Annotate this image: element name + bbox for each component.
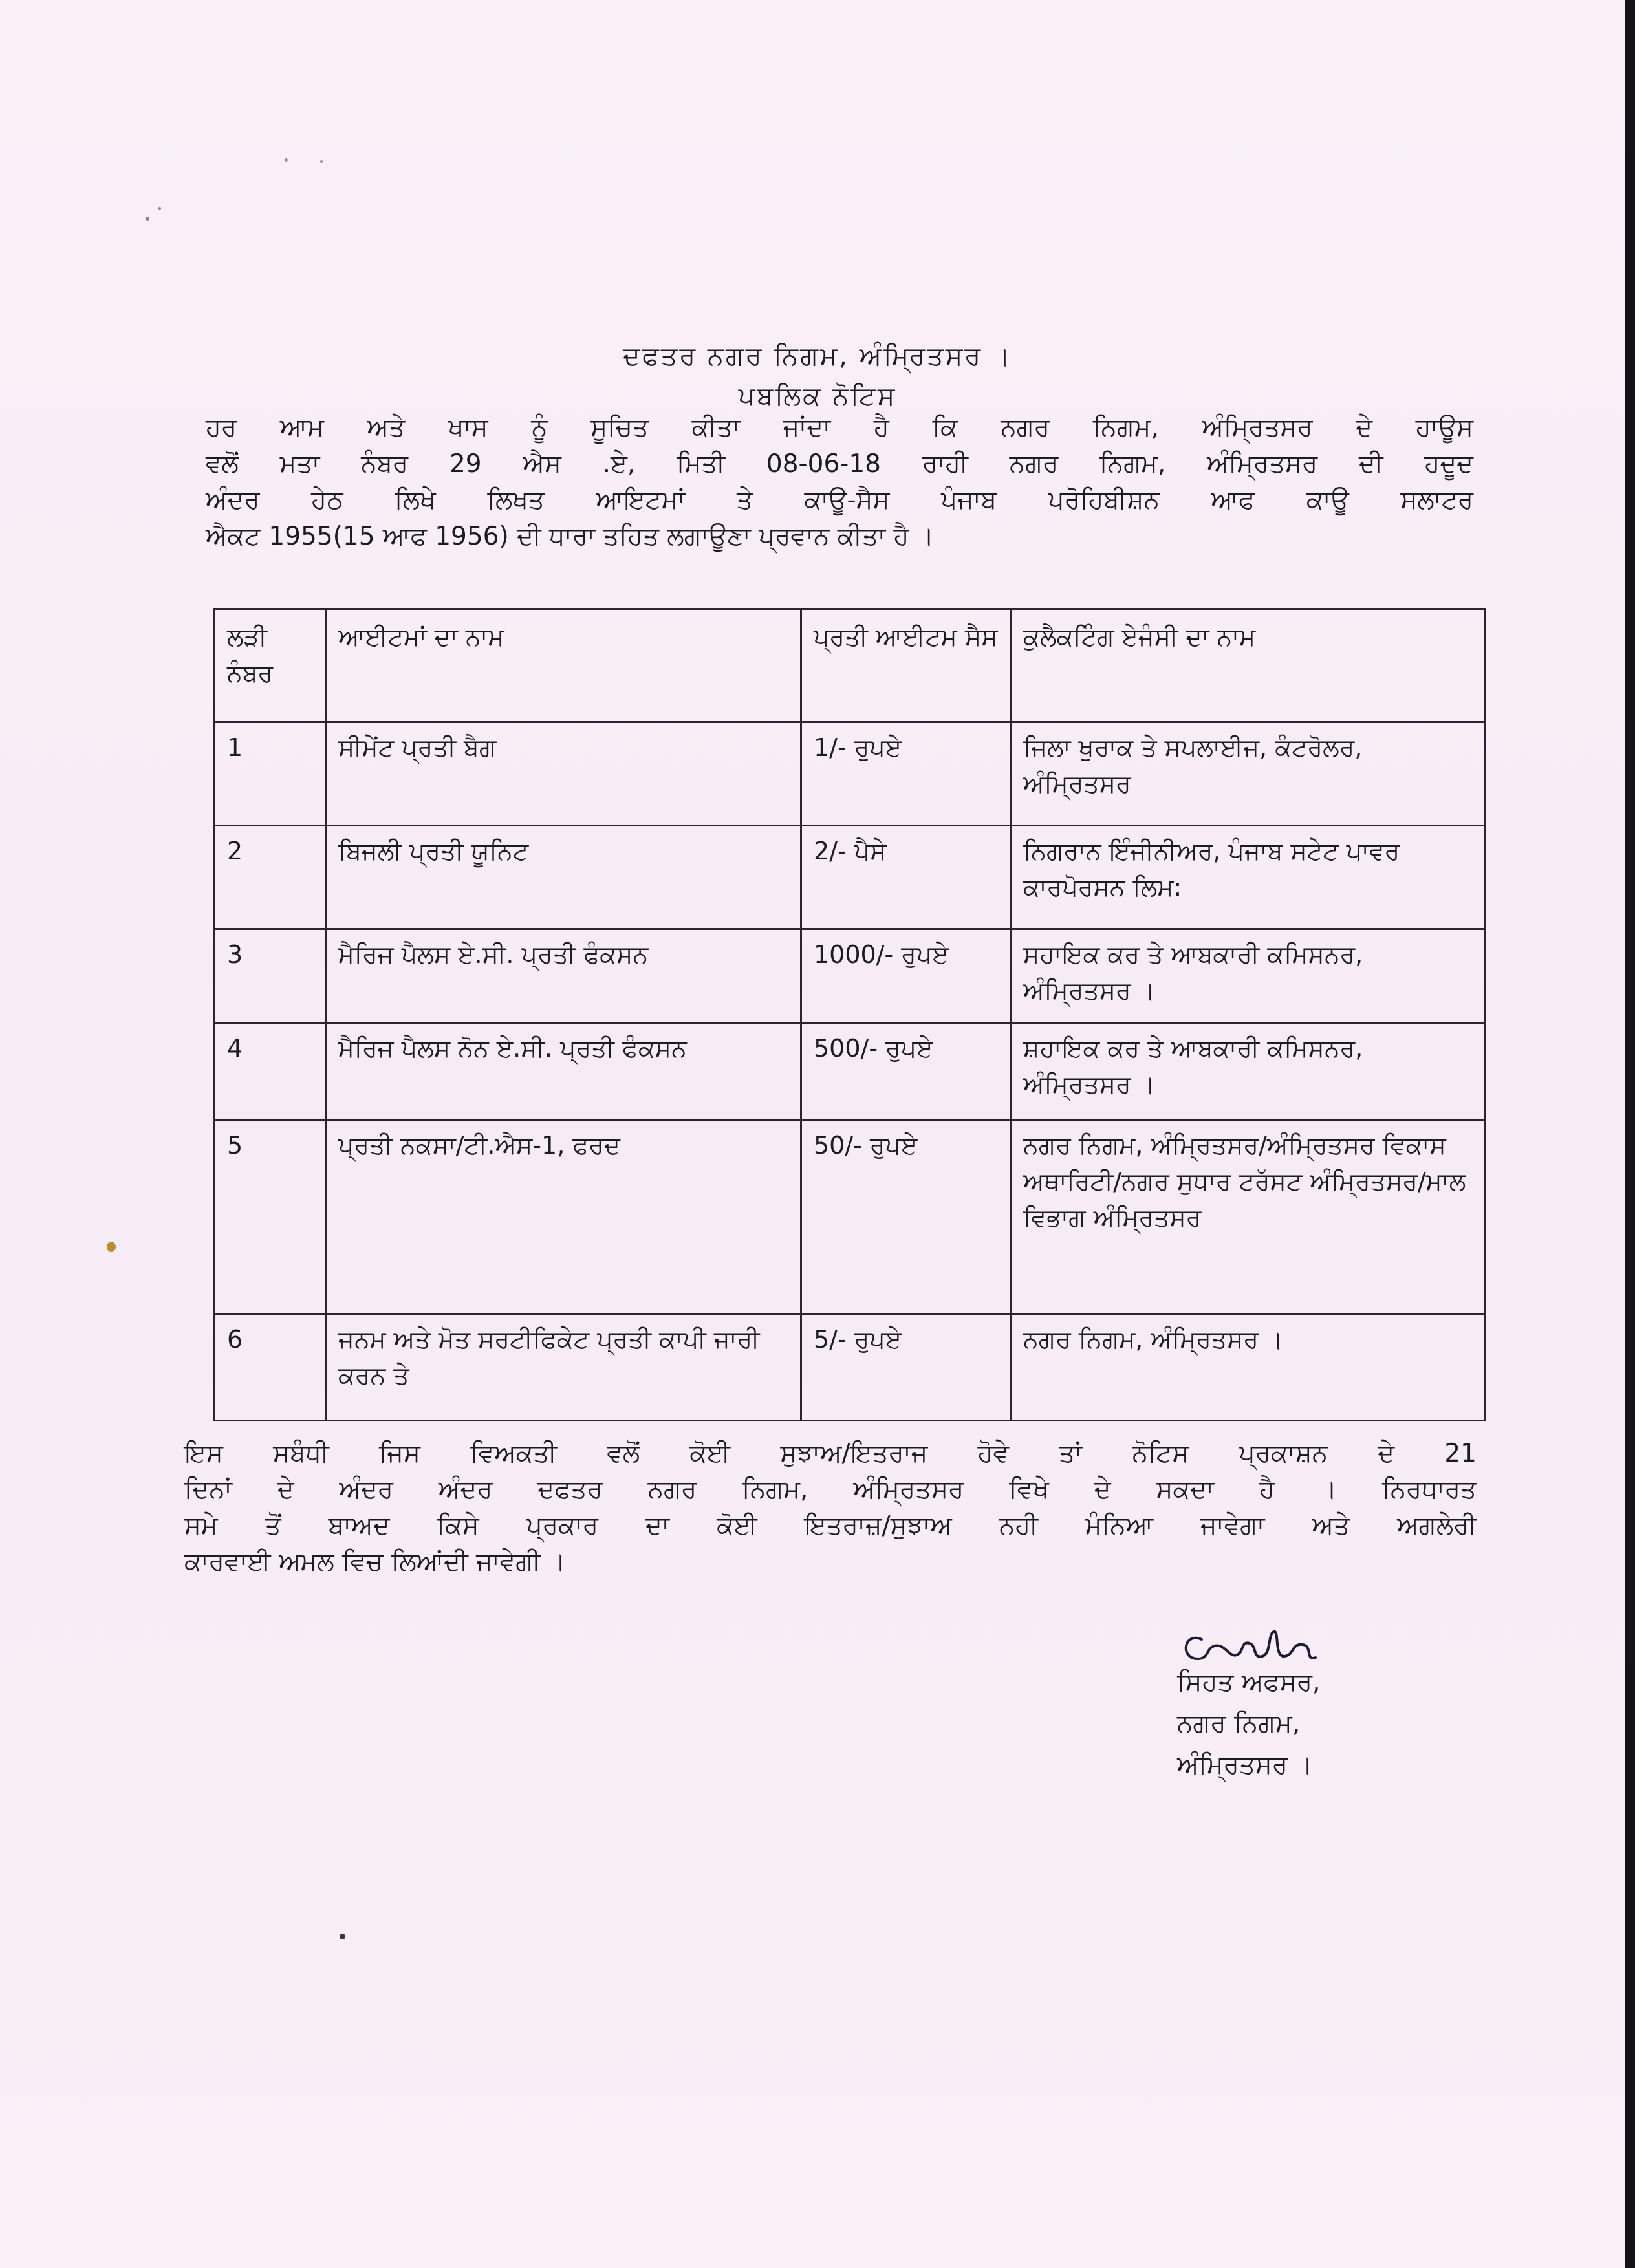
intro-line: ਐਕਟ 1955(15 ਆਫ 1956) ਦੀ ਧਾਰਾ ਤਹਿਤ ਲਗਾਊਣਾ ਪ੍ਰਵਾਨ ਕੀਤਾ ਹੈ । bbox=[206, 522, 935, 551]
scan-speck bbox=[146, 217, 149, 221]
cell-cess: 50/- ਰੁਪਏ bbox=[801, 1120, 1011, 1314]
cess-table bbox=[213, 608, 1486, 1421]
header-cess: ਪ੍ਰਤੀ ਆਈਟਮ ਸੈਸ bbox=[801, 609, 1011, 722]
cell-item: ਜਨਮ ਅਤੇ ਮੋਤ ਸਰਟੀਫਿਕੇਟ ਪ੍ਰਤੀ ਕਾਪੀ ਜਾਰੀ ਕਰਨ ਤੇ bbox=[326, 1314, 801, 1421]
closing-paragraph bbox=[184, 1436, 1477, 1581]
table-row bbox=[215, 929, 1486, 1023]
cell-serial: 3 bbox=[215, 929, 326, 1023]
table-row bbox=[215, 722, 1486, 826]
table-row bbox=[215, 1023, 1486, 1120]
signatory-designation: ਸਿਹਤ ਅਫਸਰ, bbox=[1177, 1668, 1321, 1697]
intro-line: ਵਲੋਂ ਮਤਾ ਨੰਬਰ 29 ਐਸ .ਏ, ਮਿਤੀ 08-06-18 ਰਾਹੀ ਨਗਰ ਨਿਗਮ, ਅੰਮ੍ਰਿਤਸਰ ਦੀ ਹਦੂਦ bbox=[206, 449, 1473, 479]
notice-title: ਪਬਲਿਕ ਨੋਟਿਸ bbox=[738, 382, 897, 411]
scan-speck bbox=[320, 160, 323, 163]
table-header-row bbox=[215, 609, 1486, 722]
intro-line: ਹਰ ਆਮ ਅਤੇ ਖਾਸ ਨੂੰ ਸੂਚਿਤ ਕੀਤਾ ਜਾਂਦਾ ਹੈ ਕਿ ਨਗਰ ਨਿਗਮ, ਅੰਮ੍ਰਿਤਸਰ ਦੇ ਹਾਊਸ bbox=[206, 413, 1473, 442]
intro-line: ਅੰਦਰ ਹੇਠ ਲਿਖੇ ਲਿਖਤ ਆਇਟਮਾਂ ਤੇ ਕਾਊ-ਸੈਸ ਪੰਜਾਬ ਪਰੋਹਿਬੀਸ਼ਨ ਆਫ ਕਾਊ ਸਲਾਟਰ bbox=[206, 486, 1473, 515]
cell-cess: 500/- ਰੁਪਏ bbox=[801, 1023, 1011, 1120]
header-item: ਆਈਟਮਾਂ ਦਾ ਨਾਮ bbox=[326, 609, 801, 722]
table-row bbox=[215, 1120, 1486, 1314]
cell-item: ਮੈਰਿਜ ਪੈਲਸ ਨੋਨ ਏ.ਸੀ. ਪ੍ਰਤੀ ਫੰਕਸਨ bbox=[326, 1023, 801, 1120]
cell-cess: 2/- ਪੈਸੇ bbox=[801, 826, 1011, 929]
cell-agency: ਸ਼ਹਾਇਕ ਕਰ ਤੇ ਆਬਕਾਰੀ ਕਮਿਸਨਰ, ਅੰਮ੍ਰਿਤਸਰ । bbox=[1011, 1023, 1486, 1120]
cell-agency: ਜਿਲਾ ਖੁਰਾਕ ਤੇ ਸਪਲਾਈਜ, ਕੰਟਰੋਲਰ, ਅੰਮ੍ਰਿਤਸਰ bbox=[1011, 722, 1486, 826]
signature-block bbox=[1177, 1662, 1320, 1786]
closing-line: ਦਿਨਾਂ ਦੇ ਅੰਦਰ ਅੰਦਰ ਦਫਤਰ ਨਗਰ ਨਿਗਮ, ਅੰਮ੍ਰਿਤਸਰ ਵਿਖੇ ਦੇ ਸਕਦਾ ਹੈ । ਨਿਰਧਾਰਤ bbox=[184, 1475, 1477, 1504]
signatory-city: ਅੰਮ੍ਰਿਤਸਰ । bbox=[1177, 1751, 1313, 1780]
header-agency: ਕੁਲੈਕਟਿੰਗ ਏਜੰਸੀ ਦਾ ਨਾਮ bbox=[1011, 609, 1486, 722]
cell-cess: 1/- ਰੁਪਏ bbox=[801, 722, 1011, 826]
cell-serial: 6 bbox=[215, 1314, 326, 1421]
cell-item: ਪ੍ਰਤੀ ਨਕਸਾ/ਟੀ.ਐਸ-1, ਫਰਦ bbox=[326, 1120, 801, 1314]
cell-serial: 1 bbox=[215, 722, 326, 826]
cell-agency: ਨਗਰ ਨਿਗਮ, ਅੰਮ੍ਰਿਤਸਰ/ਅੰਮ੍ਰਿਤਸਰ ਵਿਕਾਸ ਅਥਾਰਿਟੀ/ਨਗਰ ਸੁਧਾਰ ਟਰੱਸਟ ਅੰਮ੍ਰਿਤਸਰ/ਮਾਲ ਵਿਭਾਗ ਅੰਮ੍ਰਿਤਸਰ bbox=[1011, 1120, 1486, 1314]
intro-paragraph bbox=[206, 410, 1473, 555]
scan-speck bbox=[107, 1242, 116, 1252]
cell-item: ਸੀਮੇਂਟ ਪ੍ਰਤੀ ਬੈਗ bbox=[326, 722, 801, 826]
cell-agency: ਨਗਰ ਨਿਗਮ, ਅੰਮ੍ਰਿਤਸਰ । bbox=[1011, 1314, 1486, 1421]
scan-speck bbox=[158, 207, 161, 210]
cell-serial: 2 bbox=[215, 826, 326, 929]
closing-line: ਸਮੇ ਤੋਂ ਬਾਅਦ ਕਿਸੇ ਪ੍ਰਕਾਰ ਦਾ ਕੋਈ ਇਤਰਾਜ਼/ਸੁਝਾਅ ਨਹੀ ਮੰਨਿਆ ਜਾਵੇਗਾ ਅਤੇ ਅਗਲੇਰੀ bbox=[184, 1511, 1477, 1540]
header-serial: ਲੜੀ ਨੰਬਰ bbox=[215, 609, 326, 722]
scan-speck bbox=[340, 1934, 345, 1939]
closing-line: ਇਸ ਸਬੰਧੀ ਜਿਸ ਵਿਅਕਤੀ ਵਲੋਂ ਕੋਈ ਸੁਝਾਅ/ਇਤਰਾਜ ਹੋਵੇ ਤਾਂ ਨੋਟਿਸ ਪ੍ਰਕਾਸ਼ਨ ਦੇ 21 bbox=[184, 1439, 1477, 1468]
office-heading: ਦਫਤਰ ਨਗਰ ਨਿਗਮ, ਅੰਮ੍ਰਿਤਸਰ । bbox=[623, 341, 1012, 371]
cell-agency: ਨਿਗਰਾਨ ਇੰਜੀਨੀਅਰ, ਪੰਜਾਬ ਸਟੇਟ ਪਾਵਰ ਕਾਰਪੋਰਸਨ ਲਿਮ: bbox=[1011, 826, 1486, 929]
cell-item: ਮੈਰਿਜ ਪੈਲਸ ਏ.ਸੀ. ਪ੍ਰਤੀ ਫੰਕਸਨ bbox=[326, 929, 801, 1023]
closing-line: ਕਾਰਵਾਈ ਅਮਲ ਵਿਚ ਲਿਆਂਦੀ ਜਾਵੇਗੀ । bbox=[184, 1548, 566, 1577]
cell-serial: 5 bbox=[215, 1120, 326, 1314]
table-row bbox=[215, 1314, 1486, 1421]
scan-edge bbox=[1625, 0, 1635, 2268]
table-row bbox=[215, 826, 1486, 929]
cell-cess: 1000/- ਰੁਪਏ bbox=[801, 929, 1011, 1023]
cell-serial: 4 bbox=[215, 1023, 326, 1120]
cell-item: ਬਿਜਲੀ ਪ੍ਰਤੀ ਯੂਨਿਟ bbox=[326, 826, 801, 929]
cell-agency: ਸਹਾਇਕ ਕਰ ਤੇ ਆਬਕਾਰੀ ਕਮਿਸਨਰ, ਅੰਮ੍ਰਿਤਸਰ । bbox=[1011, 929, 1486, 1023]
scan-speck bbox=[285, 158, 288, 162]
signatory-department: ਨਗਰ ਨਿਗਮ, bbox=[1177, 1709, 1301, 1738]
cell-cess: 5/- ਰੁਪਏ bbox=[801, 1314, 1011, 1421]
